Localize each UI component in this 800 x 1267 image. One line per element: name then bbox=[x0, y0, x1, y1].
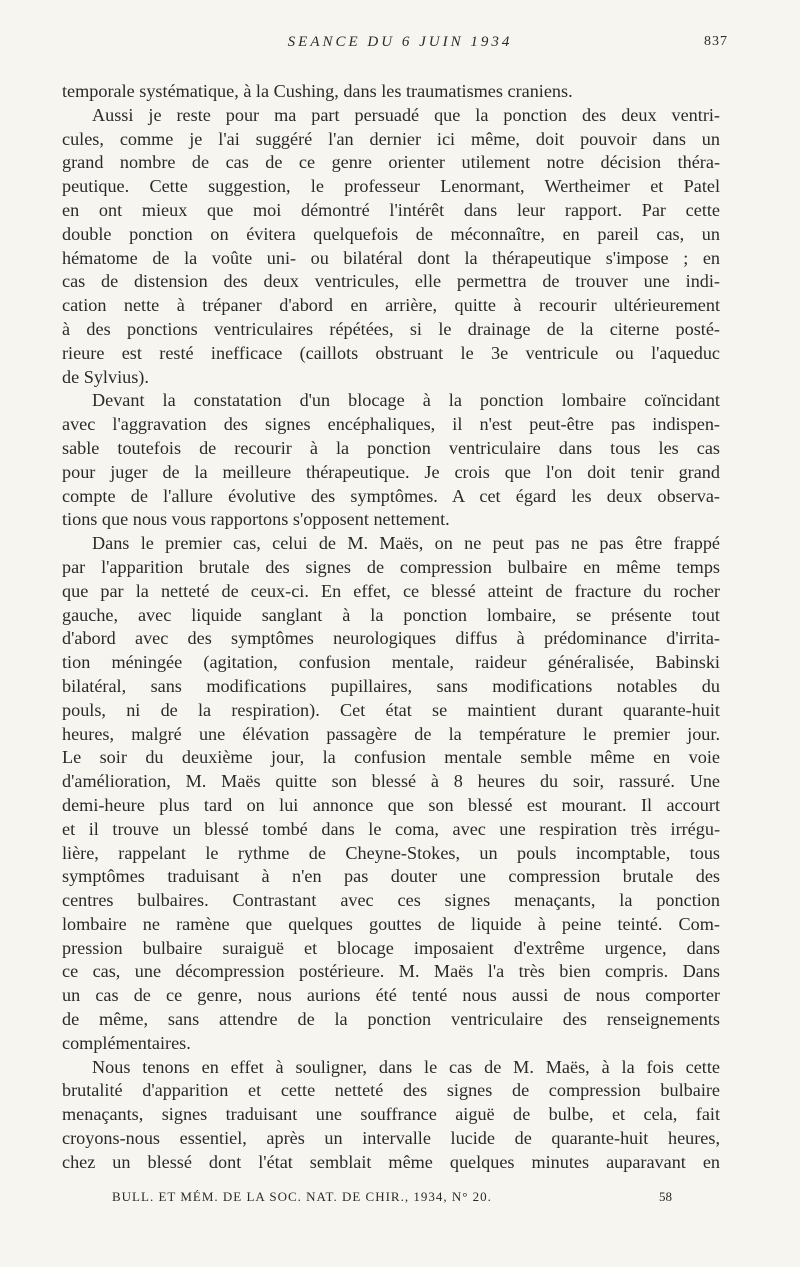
text-line: centres bulbaires. Contrastant avec ces signes menaçants, la ponction bbox=[62, 890, 720, 911]
text-line: pression bulbaire suraiguë et blocage imposaient d'extrême urgence, dans bbox=[62, 937, 720, 958]
text-line: de Sylvius). bbox=[62, 366, 149, 387]
text-line: temporale systématique, à la Cushing, dans les traumatismes craniens. bbox=[62, 81, 573, 101]
text-line: pouls, ni de la respiration). Cet état se maintient durant quarante-huit bbox=[62, 699, 720, 720]
footer-sheet-number: 58 bbox=[659, 1189, 672, 1204]
footer-citation: BULL. ET MÉM. DE LA SOC. NAT. DE CHIR., 1934, N° 20. bbox=[112, 1189, 492, 1204]
text-line: brutalité d'apparition et cette netteté des signes de compression bulbaire bbox=[62, 1080, 720, 1101]
text-line: compte de l'allure évolutive des symptômes. A cet égard les deux observa- bbox=[62, 485, 720, 506]
text-line: croyons-nous essentiel, après un intervalle lucide de quarante-huit heures, bbox=[62, 1128, 720, 1149]
text-line: demi-heure plus tard on lui annonce que son blessé est mourant. Il accourt bbox=[62, 794, 720, 815]
text-line: que par la netteté de ceux-ci. En effet, ce blessé atteint de fracture du rocher bbox=[62, 580, 720, 601]
footer bbox=[112, 1189, 672, 1209]
text-line: lombaire ne ramène que quelques gouttes de liquide à peine teinté. Com- bbox=[62, 913, 720, 934]
text-line: Devant la constatation d'un blocage à la ponction lombaire coïncidant bbox=[92, 390, 720, 411]
text-line: heures, malgré une élévation passagère de la température le premier jour. bbox=[62, 723, 720, 744]
text-line: tions que nous vous rapportons s'opposent nettement. bbox=[62, 509, 450, 530]
text-line: gauche, avec liquide sanglant à la ponction lombaire, se présente tout bbox=[62, 604, 720, 625]
text-line: chez un blessé dont l'état semblait même quelques minutes auparavant en bbox=[62, 1151, 720, 1172]
text-line: de même, sans attendre de la ponction ventriculaire des renseignements bbox=[62, 1009, 720, 1030]
text-line: par l'apparition brutale des signes de compression bulbaire en même temps bbox=[62, 556, 720, 577]
text-line: tion méningée (agitation, confusion mentale, raideur généralisée, Babinski bbox=[62, 652, 720, 673]
text-line: bilatéral, sans modifications pupillaires, sans modifications notables du bbox=[62, 675, 720, 696]
text-line: et il trouve un blessé tombé dans le coma, avec une respiration très irrégu- bbox=[62, 818, 720, 839]
page-number: 837 bbox=[704, 34, 728, 49]
text-line: d'amélioration, M. Maës quitte son blessé à 8 heures du soir, rassuré. Une bbox=[62, 771, 720, 792]
text-line: d'abord avec des symptômes neurologiques diffus à prédominance d'irrita- bbox=[62, 628, 720, 649]
text-line: hématome de la voûte uni- ou bilatéral dont la thérapeutique s'impose ; en bbox=[62, 247, 720, 268]
text-line: Le soir du deuxième jour, la confusion mentale semble même en voie bbox=[62, 747, 720, 768]
text-line: symptômes traduisant à n'en pas douter une compression brutale des bbox=[62, 866, 720, 887]
text-line: un cas de ce genre, nous aurions été tenté nous aussi de nous comporter bbox=[62, 985, 720, 1006]
text-line: sable toutefois de recourir à la ponction ventriculaire dans tous les cas bbox=[62, 437, 720, 458]
text-line: Dans le premier cas, celui de M. Maës, on ne peut pas ne pas être frappé bbox=[92, 533, 720, 554]
header-title: SEANCE DU 6 JUIN 1934 bbox=[287, 34, 513, 50]
text-line: à des ponctions ventriculaires répétées, si le drainage de la citerne posté- bbox=[62, 318, 720, 339]
body-text bbox=[62, 80, 720, 1175]
text-line: peutique. Cette suggestion, le professeur Lenormant, Wertheimer et Patel bbox=[62, 176, 720, 197]
running-header bbox=[0, 34, 800, 58]
text-line: cules, comme je l'ai suggéré l'an dernier ici même, doit pouvoir dans un bbox=[62, 128, 720, 149]
text-line: complémentaires. bbox=[62, 1032, 191, 1053]
text-line: grand nombre de cas de ce genre orienter utilement notre décision théra- bbox=[62, 152, 720, 173]
text-line: Nous tenons en effet à souligner, dans le cas de M. Maës, à la fois cette bbox=[92, 1056, 720, 1077]
text-line: lière, rappelant le rythme de Cheyne-Stokes, un pouls incomptable, tous bbox=[62, 842, 720, 863]
text-line: avec l'aggravation des signes encéphaliques, il n'est peut-être pas indispen- bbox=[62, 414, 720, 435]
text-line: en ont mieux que moi démontré l'intérêt dans leur rapport. Par cette bbox=[62, 199, 720, 220]
text-line: cation nette à trépaner d'abord en arrière, quitte à recourir ultérieurement bbox=[62, 295, 720, 316]
text-line: rieure est resté inefficace (caillots obstruant le 3e ventricule ou l'aqueduc bbox=[62, 342, 720, 363]
text-line: double ponction on évitera quelquefois de méconnaître, en pareil cas, un bbox=[62, 223, 720, 244]
text-line: ce cas, une décompression postérieure. M. Maës l'a très bien compris. Dans bbox=[62, 961, 720, 982]
text-line: menaçants, signes traduisant une souffrance aiguë de bulbe, et cela, fait bbox=[62, 1104, 720, 1125]
text-line: Aussi je reste pour ma part persuadé que la ponction des deux ventri- bbox=[92, 104, 720, 125]
text-line: pour juger de la meilleure thérapeutique. Je crois que l'on doit tenir grand bbox=[62, 461, 720, 482]
text-line: cas de distension des deux ventricules, elle permettra de trouver une indi- bbox=[62, 271, 720, 292]
